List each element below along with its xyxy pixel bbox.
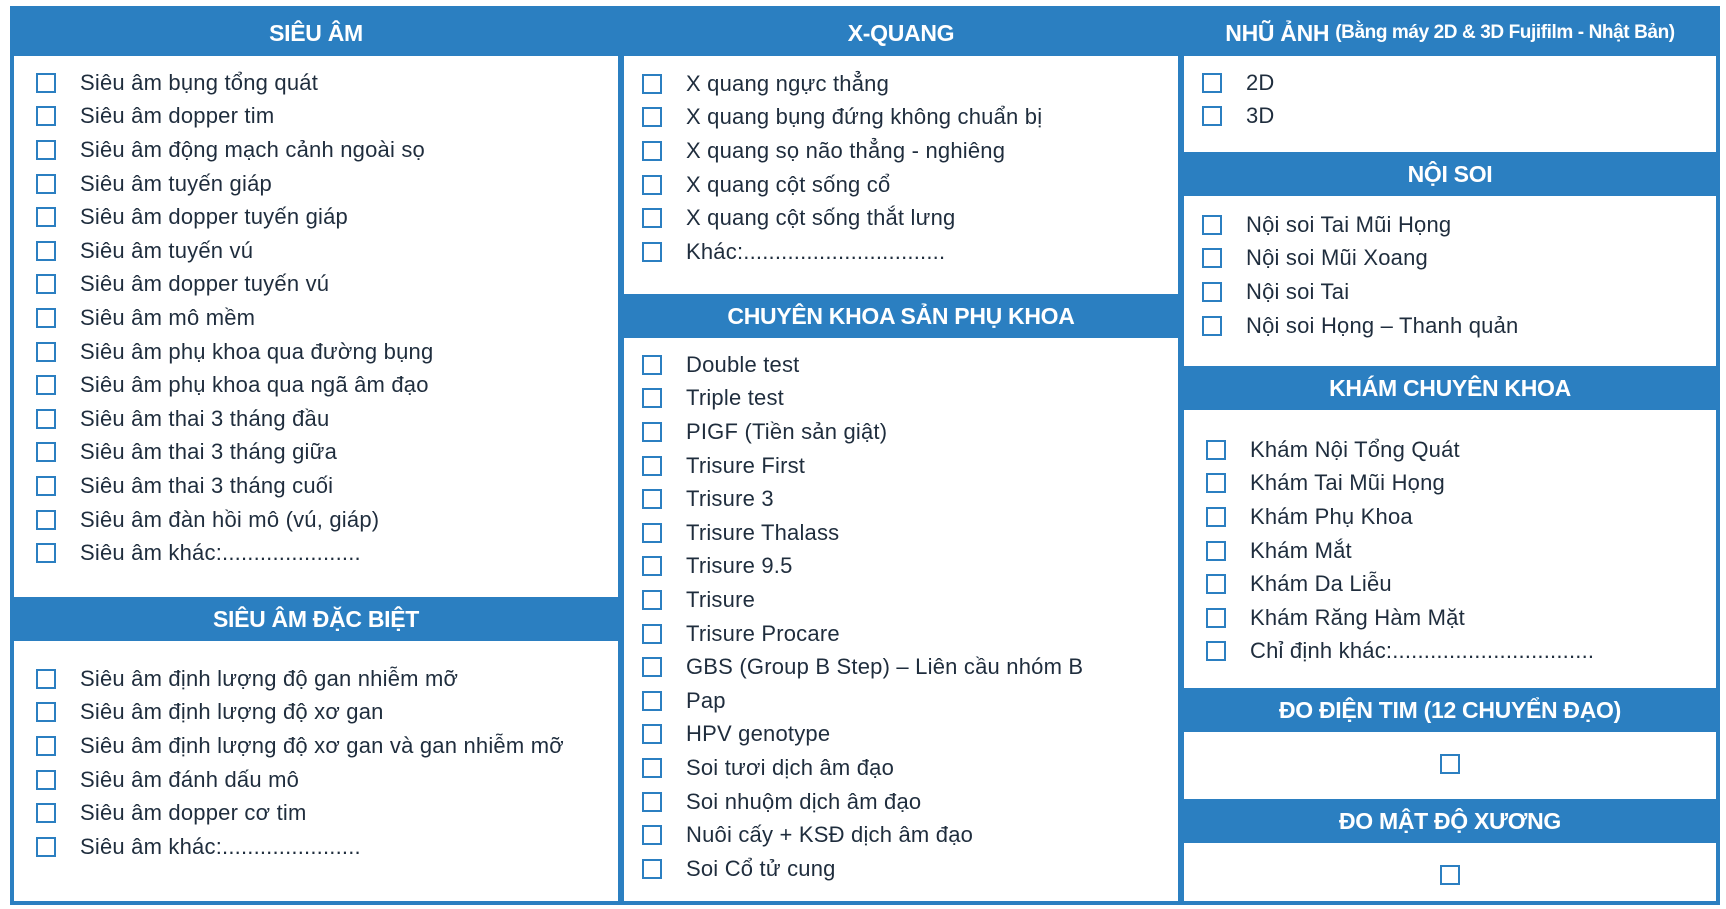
checklist-item-label: Siêu âm dopper tuyến giáp — [80, 204, 348, 230]
checkbox[interactable] — [642, 657, 662, 677]
checkbox[interactable] — [36, 837, 56, 857]
checklist-item-label: Nội soi Họng – Thanh quản — [1246, 312, 1519, 338]
checklist-item-label: X quang cột sống cổ — [686, 171, 891, 197]
checklist-item-label: Siêu âm mô mềm — [80, 304, 256, 330]
checklist-item[interactable] — [642, 684, 1178, 718]
checkbox[interactable] — [36, 174, 56, 194]
checklist-item-label: Trisure — [686, 586, 756, 612]
section-header-sieu-am — [14, 10, 618, 56]
checkbox[interactable] — [1206, 507, 1226, 527]
checkbox[interactable] — [36, 207, 56, 227]
checklist-item-label: Siêu âm khác:...................... — [80, 540, 361, 566]
checklist-item[interactable] — [36, 133, 618, 167]
checklist-item-label: Siêu âm dopper tim — [80, 103, 275, 129]
checkbox[interactable] — [642, 141, 662, 161]
section-title: NỘI SOI — [1407, 160, 1493, 187]
checklist-item-label: Nuôi cấy + KSĐ dịch âm đạo — [686, 822, 974, 848]
section-header-kham-chuyen-khoa — [1184, 366, 1716, 410]
checklist-item-label: Siêu âm dopper cơ tim — [80, 800, 307, 826]
checklist-item[interactable] — [36, 696, 618, 730]
checklist-kham-chuyen-khoa — [1184, 433, 1716, 668]
checklist-item-label: X quang sọ não thẳng - nghiêng — [686, 137, 1006, 163]
checkbox[interactable] — [642, 107, 662, 127]
checkbox[interactable] — [1202, 248, 1222, 268]
checkbox[interactable] — [642, 489, 662, 509]
checkbox[interactable] — [36, 342, 56, 362]
checklist-item-label: Khác:................................ — [686, 238, 946, 264]
checklist-item-label: Siêu âm đàn hồi mô (vú, giáp) — [80, 506, 380, 532]
checklist-item-label: Trisure Thalass — [686, 519, 840, 545]
checkbox[interactable] — [36, 241, 56, 261]
checkbox[interactable] — [36, 803, 56, 823]
checklist-item[interactable] — [642, 751, 1178, 785]
checkbox[interactable] — [1206, 473, 1226, 493]
checkbox[interactable] — [642, 355, 662, 375]
checklist-item-label: Khám Da Liễu — [1250, 571, 1392, 597]
checklist-item[interactable] — [1206, 635, 1716, 669]
checklist-item[interactable] — [36, 368, 618, 402]
checklist-item-label: Siêu âm tuyến giáp — [80, 170, 272, 196]
checkbox[interactable] — [36, 476, 56, 496]
checkbox[interactable] — [642, 556, 662, 576]
checkbox[interactable] — [36, 73, 56, 93]
checklist-item[interactable] — [642, 550, 1178, 584]
checklist-item-label: Siêu âm định lượng độ xơ gan và gan nhiễm mỡ — [80, 732, 564, 758]
checklist-item[interactable] — [36, 234, 618, 268]
section-header-nhu-anh — [1184, 10, 1716, 56]
checklist-item-label: Siêu âm động mạch cảnh ngoài sọ — [80, 136, 425, 162]
checkbox[interactable] — [1202, 282, 1222, 302]
checklist-item[interactable] — [1206, 601, 1716, 635]
panel-nhu-anh — [1180, 6, 1720, 905]
checkbox[interactable] — [36, 375, 56, 395]
checklist-item[interactable] — [642, 852, 1178, 886]
checklist-item[interactable] — [36, 100, 618, 134]
checklist-item[interactable] — [1202, 309, 1716, 343]
checklist-item[interactable] — [36, 200, 618, 234]
checkbox[interactable] — [36, 308, 56, 328]
checkbox-do-dien-tim[interactable] — [1440, 754, 1460, 774]
section-title: SIÊU ÂM — [269, 19, 363, 46]
panel-x-quang — [620, 6, 1182, 905]
checkbox[interactable] — [642, 175, 662, 195]
checklist-item-label: Khám Răng Hàm Mặt — [1250, 604, 1465, 630]
checklist-item-label: Siêu âm bụng tổng quát — [80, 69, 319, 95]
checklist-item-label: GBS (Group B Step) – Liên cầu nhóm B — [686, 654, 1084, 680]
section-header-do-mat-do-xuong — [1184, 799, 1716, 843]
checklist-item-label: Siêu âm định lượng độ gan nhiễm mỡ — [80, 665, 459, 691]
checklist-item[interactable] — [1206, 534, 1716, 568]
checklist-item-label: HPV genotype — [686, 721, 831, 747]
checklist-item[interactable] — [1202, 208, 1716, 242]
checklist-item-label: Pap — [686, 687, 726, 713]
checklist-item-label: 2D — [1246, 69, 1275, 95]
checklist-item[interactable] — [642, 482, 1178, 516]
checkbox[interactable] — [36, 736, 56, 756]
checklist-item-label: Nội soi Tai — [1246, 278, 1350, 304]
checklist-item[interactable] — [642, 785, 1178, 819]
checklist-item[interactable] — [1206, 467, 1716, 501]
checklist-item[interactable] — [642, 67, 1178, 101]
section-title: ĐO MẬT ĐỘ XƯƠNG — [1338, 807, 1562, 834]
checklist-item-label: X quang ngực thẳng — [686, 70, 890, 96]
checklist-item[interactable] — [642, 134, 1178, 168]
checkbox[interactable] — [1206, 608, 1226, 628]
checklist-item[interactable] — [36, 662, 618, 696]
checklist-sieu-am-dac-biet — [14, 662, 618, 864]
checkbox[interactable] — [642, 624, 662, 644]
checklist-item-label: Khám Mắt — [1250, 537, 1352, 563]
section-subtitle: (Bằng máy 2D & 3D Fujifilm - Nhật Bản) — [1335, 22, 1675, 43]
checklist-item-label: Siêu âm đánh dấu mô — [80, 766, 300, 792]
checklist-item-label: Nội soi Tai Mũi Họng — [1246, 211, 1452, 237]
checklist-item-label: Siêu âm tuyến vú — [80, 237, 254, 263]
checklist-item-label: Siêu âm thai 3 tháng cuối — [80, 472, 334, 498]
checklist-item-label: Soi nhuộm dịch âm đạo — [686, 788, 922, 814]
checkbox[interactable] — [36, 770, 56, 790]
checklist-item-label: Trisure 9.5 — [686, 553, 793, 579]
section-header-x-quang — [624, 10, 1178, 56]
checklist-item[interactable] — [36, 167, 618, 201]
checklist-san-phu-khoa — [624, 348, 1178, 886]
checklist-item-label: Trisure First — [686, 452, 806, 478]
checkbox[interactable] — [36, 442, 56, 462]
checklist-item-label: Siêu âm khác:...................... — [80, 833, 361, 859]
checkbox[interactable] — [36, 274, 56, 294]
checkbox[interactable] — [36, 106, 56, 126]
checklist-item[interactable] — [642, 818, 1178, 852]
checkbox[interactable] — [1202, 106, 1222, 126]
checklist-item[interactable] — [642, 382, 1178, 416]
checkbox[interactable] — [36, 409, 56, 429]
checkbox[interactable] — [1206, 440, 1226, 460]
checklist-item-label: Triple test — [686, 385, 784, 411]
checklist-noi-soi — [1184, 208, 1716, 342]
checklist-item[interactable] — [1202, 242, 1716, 276]
section-title: SIÊU ÂM ĐẶC BIỆT — [212, 605, 420, 632]
checklist-item[interactable] — [36, 830, 618, 864]
checklist-item-label: Nội soi Mũi Xoang — [1246, 245, 1428, 271]
checklist-item[interactable] — [36, 436, 618, 470]
checkbox[interactable] — [642, 825, 662, 845]
section-header-san-phu-khoa — [624, 294, 1178, 338]
checklist-item[interactable] — [36, 335, 618, 369]
checklist-item[interactable] — [36, 469, 618, 503]
checklist-item[interactable] — [1206, 433, 1716, 467]
checklist-item[interactable] — [642, 235, 1178, 269]
checkbox[interactable] — [642, 74, 662, 94]
checkbox[interactable] — [642, 590, 662, 610]
checklist-item[interactable] — [1206, 500, 1716, 534]
checklist-item[interactable] — [36, 536, 618, 570]
checklist-nhu-anh — [1184, 66, 1716, 133]
checklist-item[interactable] — [36, 66, 618, 100]
checklist-item[interactable] — [36, 503, 618, 537]
checklist-item-label: Siêu âm thai 3 tháng đầu — [80, 405, 330, 431]
checkbox[interactable] — [36, 669, 56, 689]
checklist-item-label: Siêu âm phụ khoa qua đường bụng — [80, 338, 434, 364]
checkbox-do-mat-do-xuong[interactable] — [1440, 865, 1460, 885]
checkbox[interactable] — [1202, 316, 1222, 336]
checklist-item[interactable] — [642, 101, 1178, 135]
checkbox[interactable] — [642, 422, 662, 442]
checklist-item[interactable] — [642, 201, 1178, 235]
checkbox[interactable] — [36, 140, 56, 160]
checklist-item-label: Soi tươi dịch âm đạo — [686, 754, 895, 780]
checklist-item-label: Siêu âm phụ khoa qua ngã âm đạo — [80, 372, 429, 398]
section-title: NHŨ ẢNH — [1225, 19, 1330, 46]
checkbox[interactable] — [1202, 73, 1222, 93]
checklist-item[interactable] — [642, 718, 1178, 752]
checkbox[interactable] — [642, 456, 662, 476]
checkbox[interactable] — [36, 510, 56, 530]
checklist-item-label: Chỉ định khác:................................ — [1250, 638, 1595, 664]
checkbox[interactable] — [642, 691, 662, 711]
checkbox[interactable] — [1206, 641, 1226, 661]
checkbox[interactable] — [36, 543, 56, 563]
section-title: KHÁM CHUYÊN KHOA — [1329, 374, 1571, 401]
checklist-item[interactable] — [36, 268, 618, 302]
checklist-item[interactable] — [642, 650, 1178, 684]
checkbox[interactable] — [642, 388, 662, 408]
checkbox[interactable] — [1206, 541, 1226, 561]
checklist-item-label: Trisure 3 — [686, 486, 774, 512]
checklist-item[interactable] — [642, 449, 1178, 483]
checklist-item-label: PIGF (Tiền sản giật) — [686, 418, 888, 444]
checklist-item[interactable] — [1202, 100, 1716, 134]
section-title: CHUYÊN KHOA SẢN PHỤ KHOA — [727, 302, 1075, 329]
checklist-item-label: Siêu âm dopper tuyến vú — [80, 271, 330, 297]
checklist-x-quang — [624, 67, 1178, 269]
checkbox[interactable] — [642, 758, 662, 778]
section-header-noi-soi — [1184, 152, 1716, 196]
checkbox[interactable] — [642, 208, 662, 228]
checklist-item-label: Trisure Procare — [686, 620, 840, 646]
checklist-item-label: X quang bụng đứng không chuẩn bị — [686, 104, 1043, 130]
checklist-item[interactable] — [1202, 275, 1716, 309]
checklist-item[interactable] — [36, 301, 618, 335]
checklist-item-label: Soi Cổ tử cung — [686, 855, 836, 881]
checklist-item[interactable] — [642, 617, 1178, 651]
checklist-item[interactable] — [642, 348, 1178, 382]
checkbox[interactable] — [642, 242, 662, 262]
section-title: ĐO ĐIỆN TIM (12 CHUYỂN ĐẠO) — [1278, 696, 1622, 723]
checkbox[interactable] — [642, 724, 662, 744]
checklist-item[interactable] — [36, 796, 618, 830]
checklist-sieu-am — [14, 66, 618, 570]
checklist-item[interactable] — [642, 168, 1178, 202]
checklist-item[interactable] — [642, 583, 1178, 617]
section-header-sieu-am-dac-biet — [14, 597, 618, 641]
section-header-do-dien-tim — [1184, 688, 1716, 732]
checklist-item[interactable] — [1202, 66, 1716, 100]
checklist-item-label: Khám Tai Mũi Họng — [1250, 470, 1445, 496]
checklist-item-label: Khám Phụ Khoa — [1250, 503, 1413, 529]
checklist-item[interactable] — [642, 516, 1178, 550]
checklist-item[interactable] — [1206, 567, 1716, 601]
checklist-item-label: Double test — [686, 351, 800, 377]
checkbox[interactable] — [642, 792, 662, 812]
section-title: X-QUANG — [847, 19, 955, 46]
checklist-item[interactable] — [36, 729, 618, 763]
checkbox[interactable] — [1206, 574, 1226, 594]
checklist-item-label: X quang cột sống thắt lưng — [686, 205, 956, 231]
checklist-item[interactable] — [36, 763, 618, 797]
checklist-item[interactable] — [36, 402, 618, 436]
panel-sieu-am — [10, 6, 622, 905]
checklist-item-label: Siêu âm định lượng độ xơ gan — [80, 699, 384, 725]
checklist-item-label: Khám Nội Tổng Quát — [1250, 436, 1460, 462]
checklist-item-label: Siêu âm thai 3 tháng giữa — [80, 439, 338, 465]
checkbox[interactable] — [642, 859, 662, 879]
checkbox[interactable] — [36, 702, 56, 722]
checklist-item[interactable] — [642, 415, 1178, 449]
checkbox[interactable] — [642, 523, 662, 543]
checklist-item-label: 3D — [1246, 103, 1275, 129]
checkbox[interactable] — [1202, 215, 1222, 235]
